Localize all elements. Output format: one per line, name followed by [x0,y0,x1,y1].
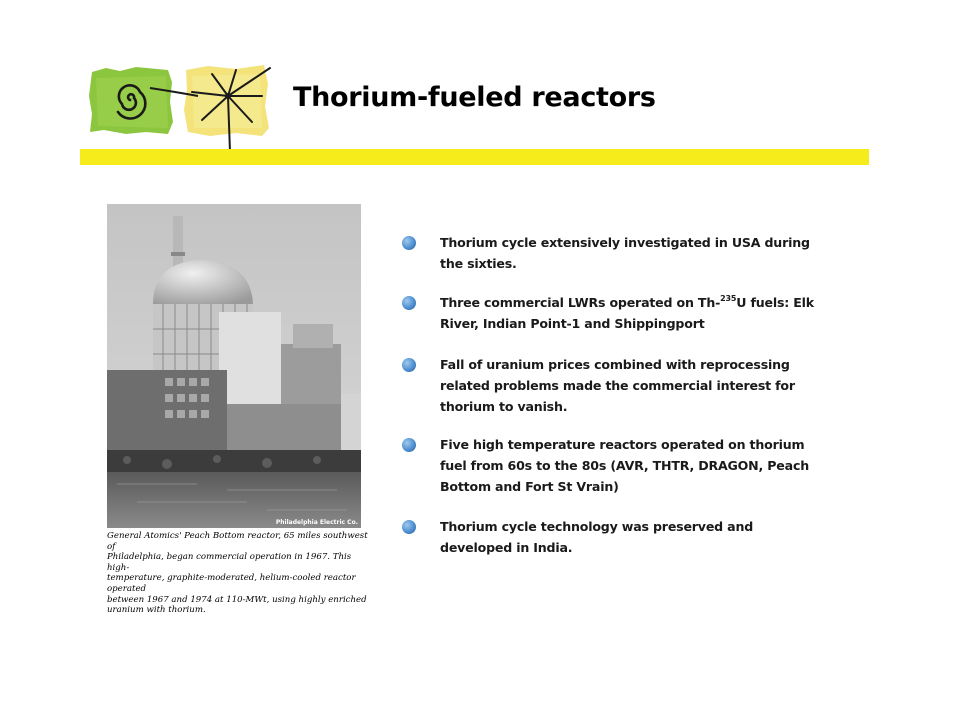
bullet-text: Fall of uranium prices combined with reprocessing related problems made the commercial interest for thorium to vanish. [440,357,795,414]
photo-caption: General Atomics' Peach Bottom reactor, 65 miles southwest of Philadelphia, began commercial operation in 1967. This high- temperature, graphite-moderated, helium-cooled reactor operated between 1967 and 1974 at 110-MWt, using highly enriched uranium with thorium. [107,531,368,616]
bullet-dot-icon [402,358,416,372]
bullet-dot-icon [402,438,416,452]
slide-title: Thorium-fueled reactors [293,82,656,113]
title-accent-bar [80,149,869,165]
bullet-text: Three commercial LWRs operated on Th-$^{235}$U fuels: Elk River, Indian Point-1 and Shippingport [440,294,814,331]
bullet-text: Five high temperature reactors operated on thorium fuel from 60s to the 80s (AVR, THTR, DRAGON, Peach Bottom and Fort St Vrain) [440,437,809,494]
bullet-dot-icon [402,520,416,534]
bullet-dot-icon [402,296,416,310]
spiral-sun-logo-icon [86,62,276,154]
photo-credit: Philadelphia Electric Co. [275,519,358,526]
bullet-dot-icon [402,236,416,250]
bullet-text: Thorium cycle technology was preserved and developed in India. [440,519,754,555]
bullet-text: Thorium cycle extensively investigated in USA during the sixties. [440,235,810,271]
reactor-photo [107,204,361,528]
